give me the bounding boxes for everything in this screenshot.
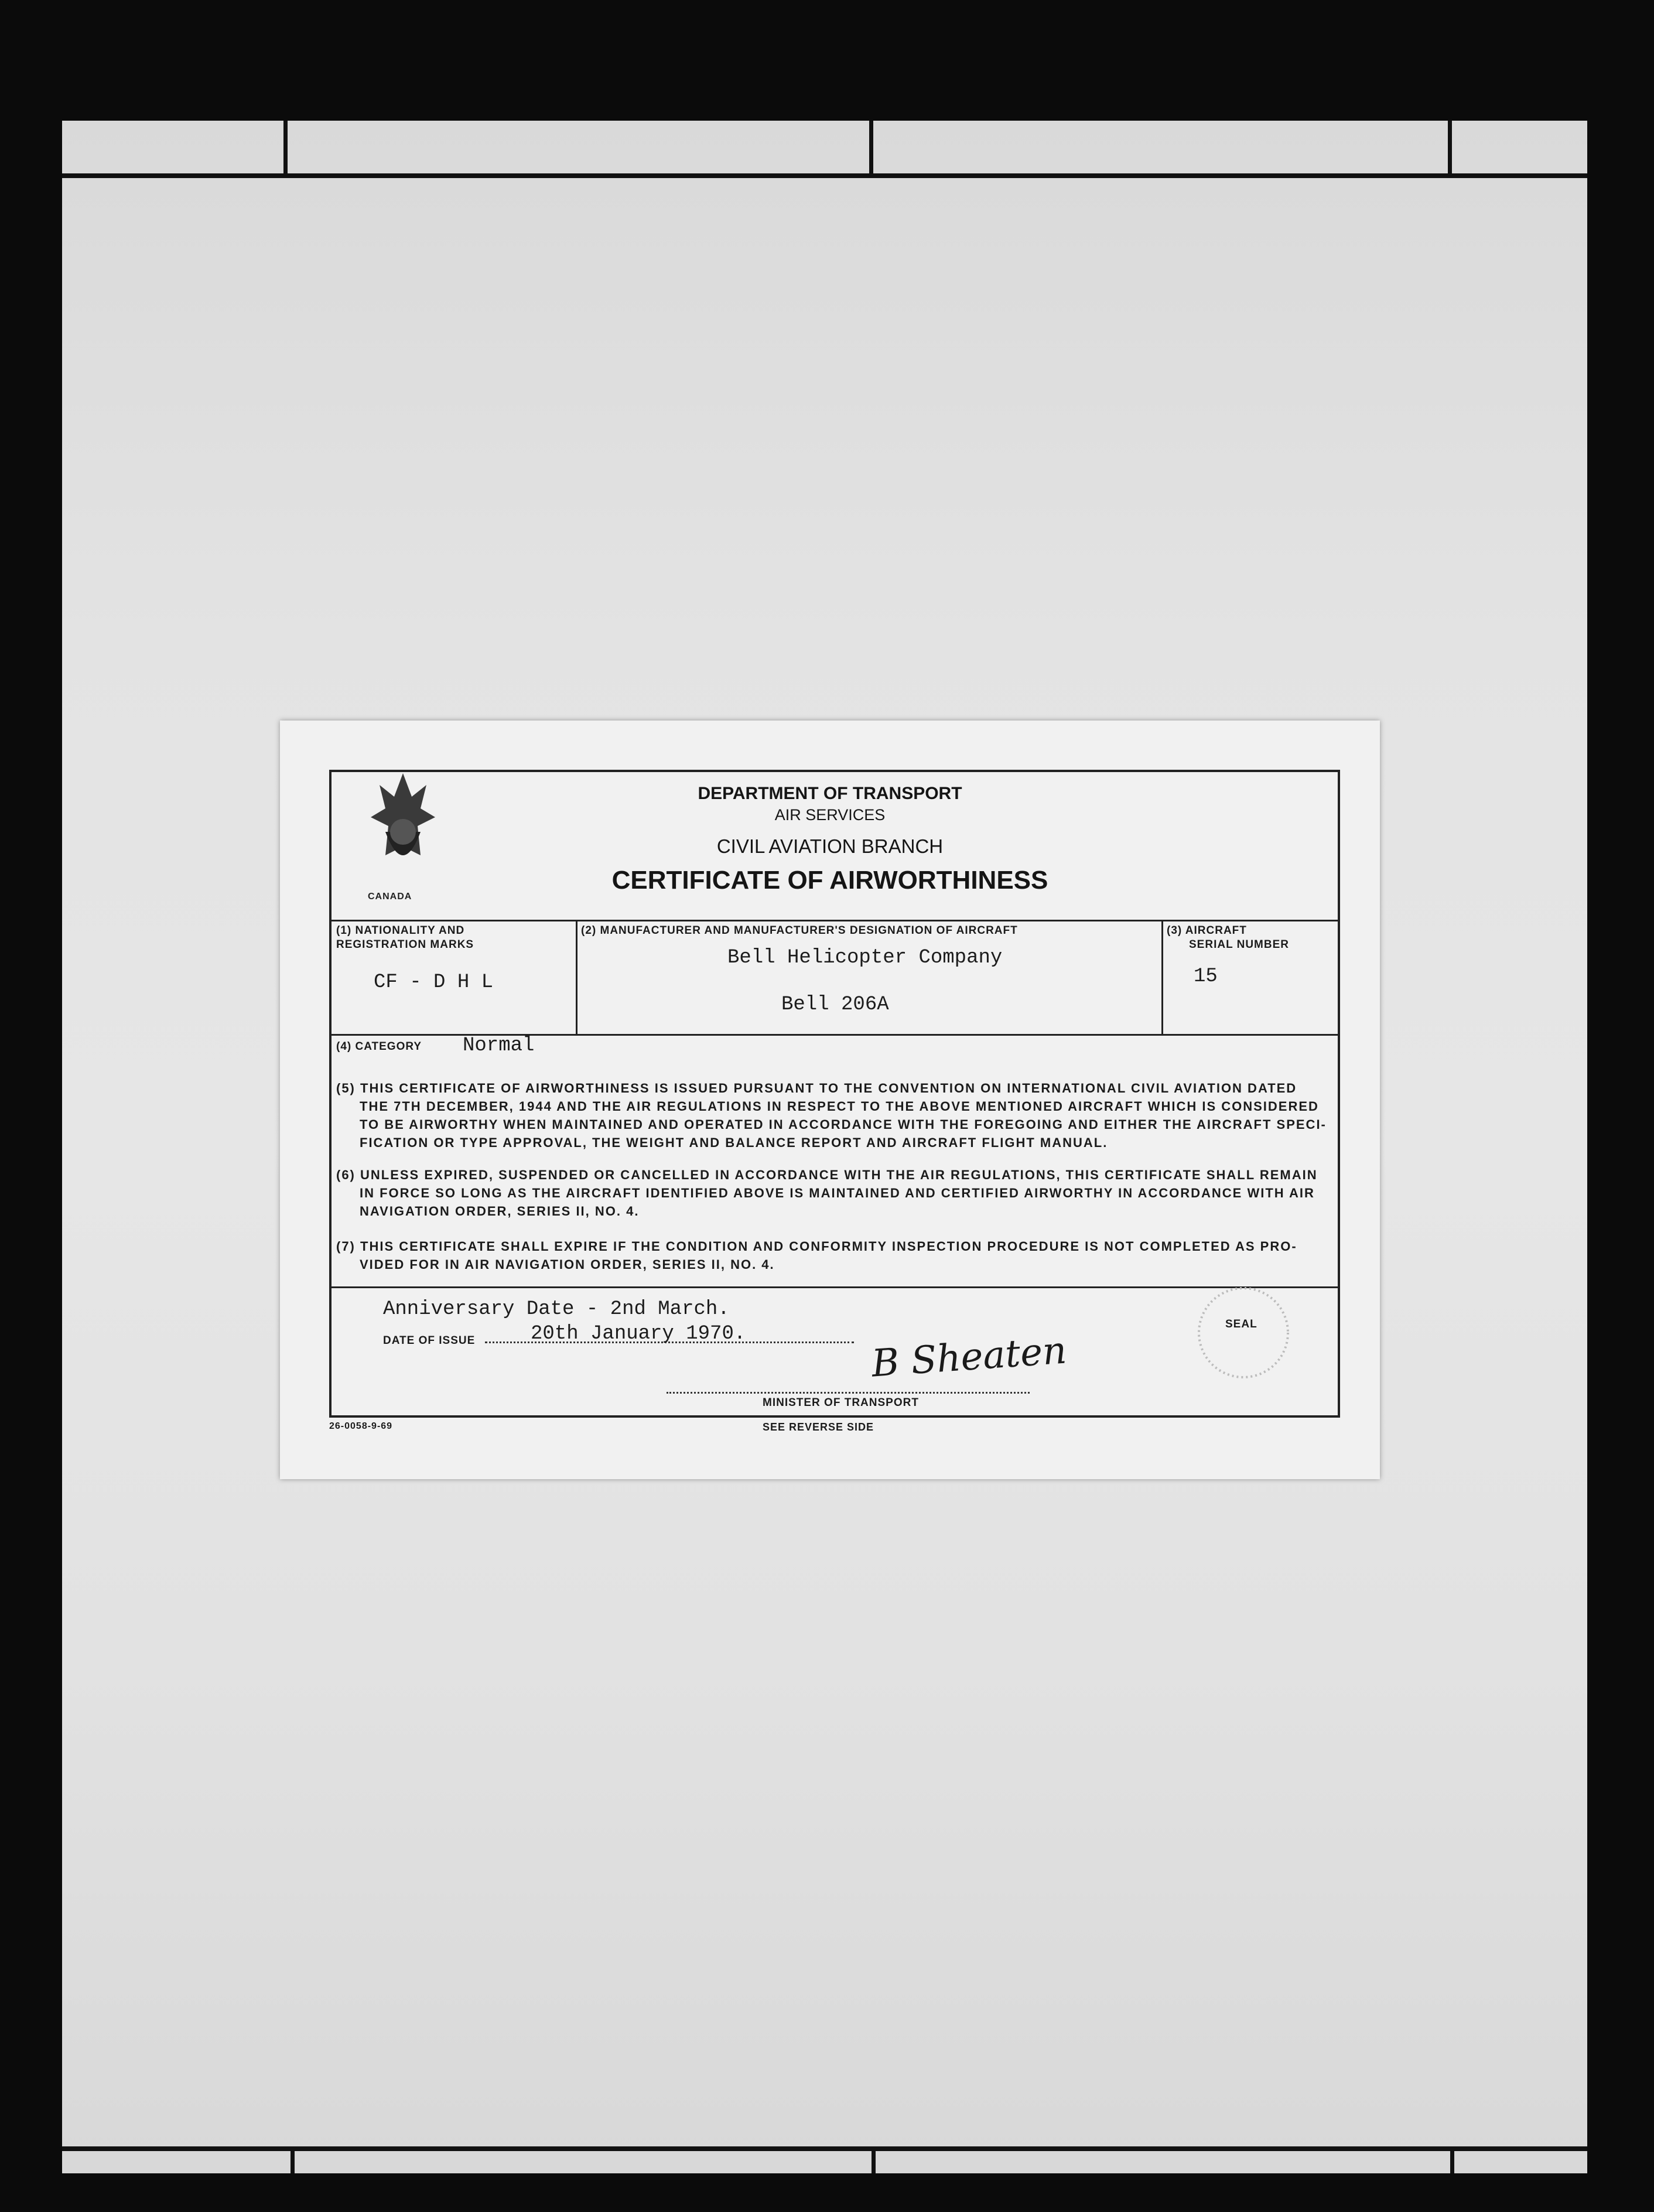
top-divider-mid [869,121,873,176]
certificate-card [280,721,1380,1479]
clause-5-line-2: THE 7TH DECEMBER, 1944 AND THE AIR REGULATIONS IN RESPECT TO THE ABOVE MENTIONED AIRCRAFT WHICH IS CONSIDERED [360,1099,1319,1114]
serial-label-1: (3) AIRCRAFT [1167,924,1247,937]
signature-line [667,1392,1030,1394]
top-divider-left [283,121,288,176]
anniversary-date: Anniversary Date - 2nd March. [383,1298,730,1320]
top-border-line [62,173,1587,178]
crest-label: CANADA [368,892,412,902]
clause-6 [336,1166,1332,1220]
clause-7-line-1: (7) THIS CERTIFICATE SHALL EXPIRE IF THE CONDITION AND CONFORMITY INSPECTION PROCEDURE IS NOT COMPLETED AS PRO- [336,1239,1297,1254]
clause-6-line-1: (6) UNLESS EXPIRED, SUSPENDED OR CANCELLED IN ACCORDANCE WITH THE AIR REGULATIONS, THIS CERTIFICATE SHALL REMAIN [336,1168,1318,1182]
branch-heading: CIVIL AVIATION BRANCH [716,835,944,857]
certificate-title: CERTIFICATE OF AIRWORTHINESS [611,866,1048,895]
serial-value: 15 [1194,965,1218,988]
bottom-divider-left [291,2146,295,2173]
manufacturer-value: Bell Helicopter Company [727,947,1003,969]
registration-label-2: REGISTRATION MARKS [336,938,474,951]
bottom-divider-right [1450,2146,1454,2173]
field-divider-1 [576,920,577,1036]
clause-5 [336,1079,1332,1152]
clause-6-line-3: NAVIGATION ORDER, SERIES II, NO. 4. [360,1204,640,1218]
clause-5-line-1: (5) THIS CERTIFICATE OF AIRWORTHINESS IS ISSUED PURSUANT TO THE CONVENTION ON INTERNATIONAL CIVIL AVIATION DATED [336,1081,1297,1095]
clause-7 [336,1237,1332,1274]
field-divider-2 [1161,920,1163,1036]
date-of-issue-label: DATE OF ISSUE [383,1334,476,1347]
signatory-title: MINISTER OF TRANSPORT [763,1397,919,1409]
category-label: (4) CATEGORY [336,1040,422,1053]
minister-signature: B Sheaten [870,1329,1068,1386]
registration-label-1: (1) NATIONALITY AND [336,924,465,937]
manufacturer-label: (2) MANUFACTURER AND MANUFACTURER'S DESIGNATION OF AIRCRAFT [581,924,1018,937]
department-heading: DEPARTMENT OF TRANSPORT [698,784,962,803]
category-value: Normal [463,1035,535,1057]
service-heading: AIR SERVICES [774,806,886,824]
designation-value: Bell 206A [781,994,889,1016]
see-reverse-side: SEE REVERSE SIDE [763,1421,874,1433]
form-number: 26-0058-9-69 [329,1421,393,1431]
clause-6-line-2: IN FORCE SO LONG AS THE AIRCRAFT IDENTIFIED ABOVE IS MAINTAINED AND CERTIFIED AIRWORTHY IN ACCORDANCE WITH AIR [360,1186,1315,1200]
registration-value: CF - D H L [374,971,494,994]
bottom-divider-mid [872,2146,876,2173]
field-row-top [330,920,1338,921]
top-divider-right [1448,121,1452,176]
clause-7-line-2: VIDED FOR IN AIR NAVIGATION ORDER, SERIES II, NO. 4. [360,1257,775,1272]
serial-label-2: SERIAL NUMBER [1189,938,1289,951]
footer-divider [330,1286,1338,1288]
seal-stamp-icon [1194,1283,1293,1383]
clause-5-line-3: TO BE AIRWORTHY WHEN MAINTAINED AND OPERATED IN ACCORDANCE WITH THE FOREGOING AND EITHER THE AIRCRAFT SPECI- [360,1117,1327,1132]
seal-label: SEAL [1225,1318,1257,1330]
date-of-issue-value: 20th January 1970. [531,1323,746,1345]
clause-5-line-4: FICATION OR TYPE APPROVAL, THE WEIGHT AND BALANCE REPORT AND AIRCRAFT FLIGHT MANUAL. [360,1135,1108,1150]
